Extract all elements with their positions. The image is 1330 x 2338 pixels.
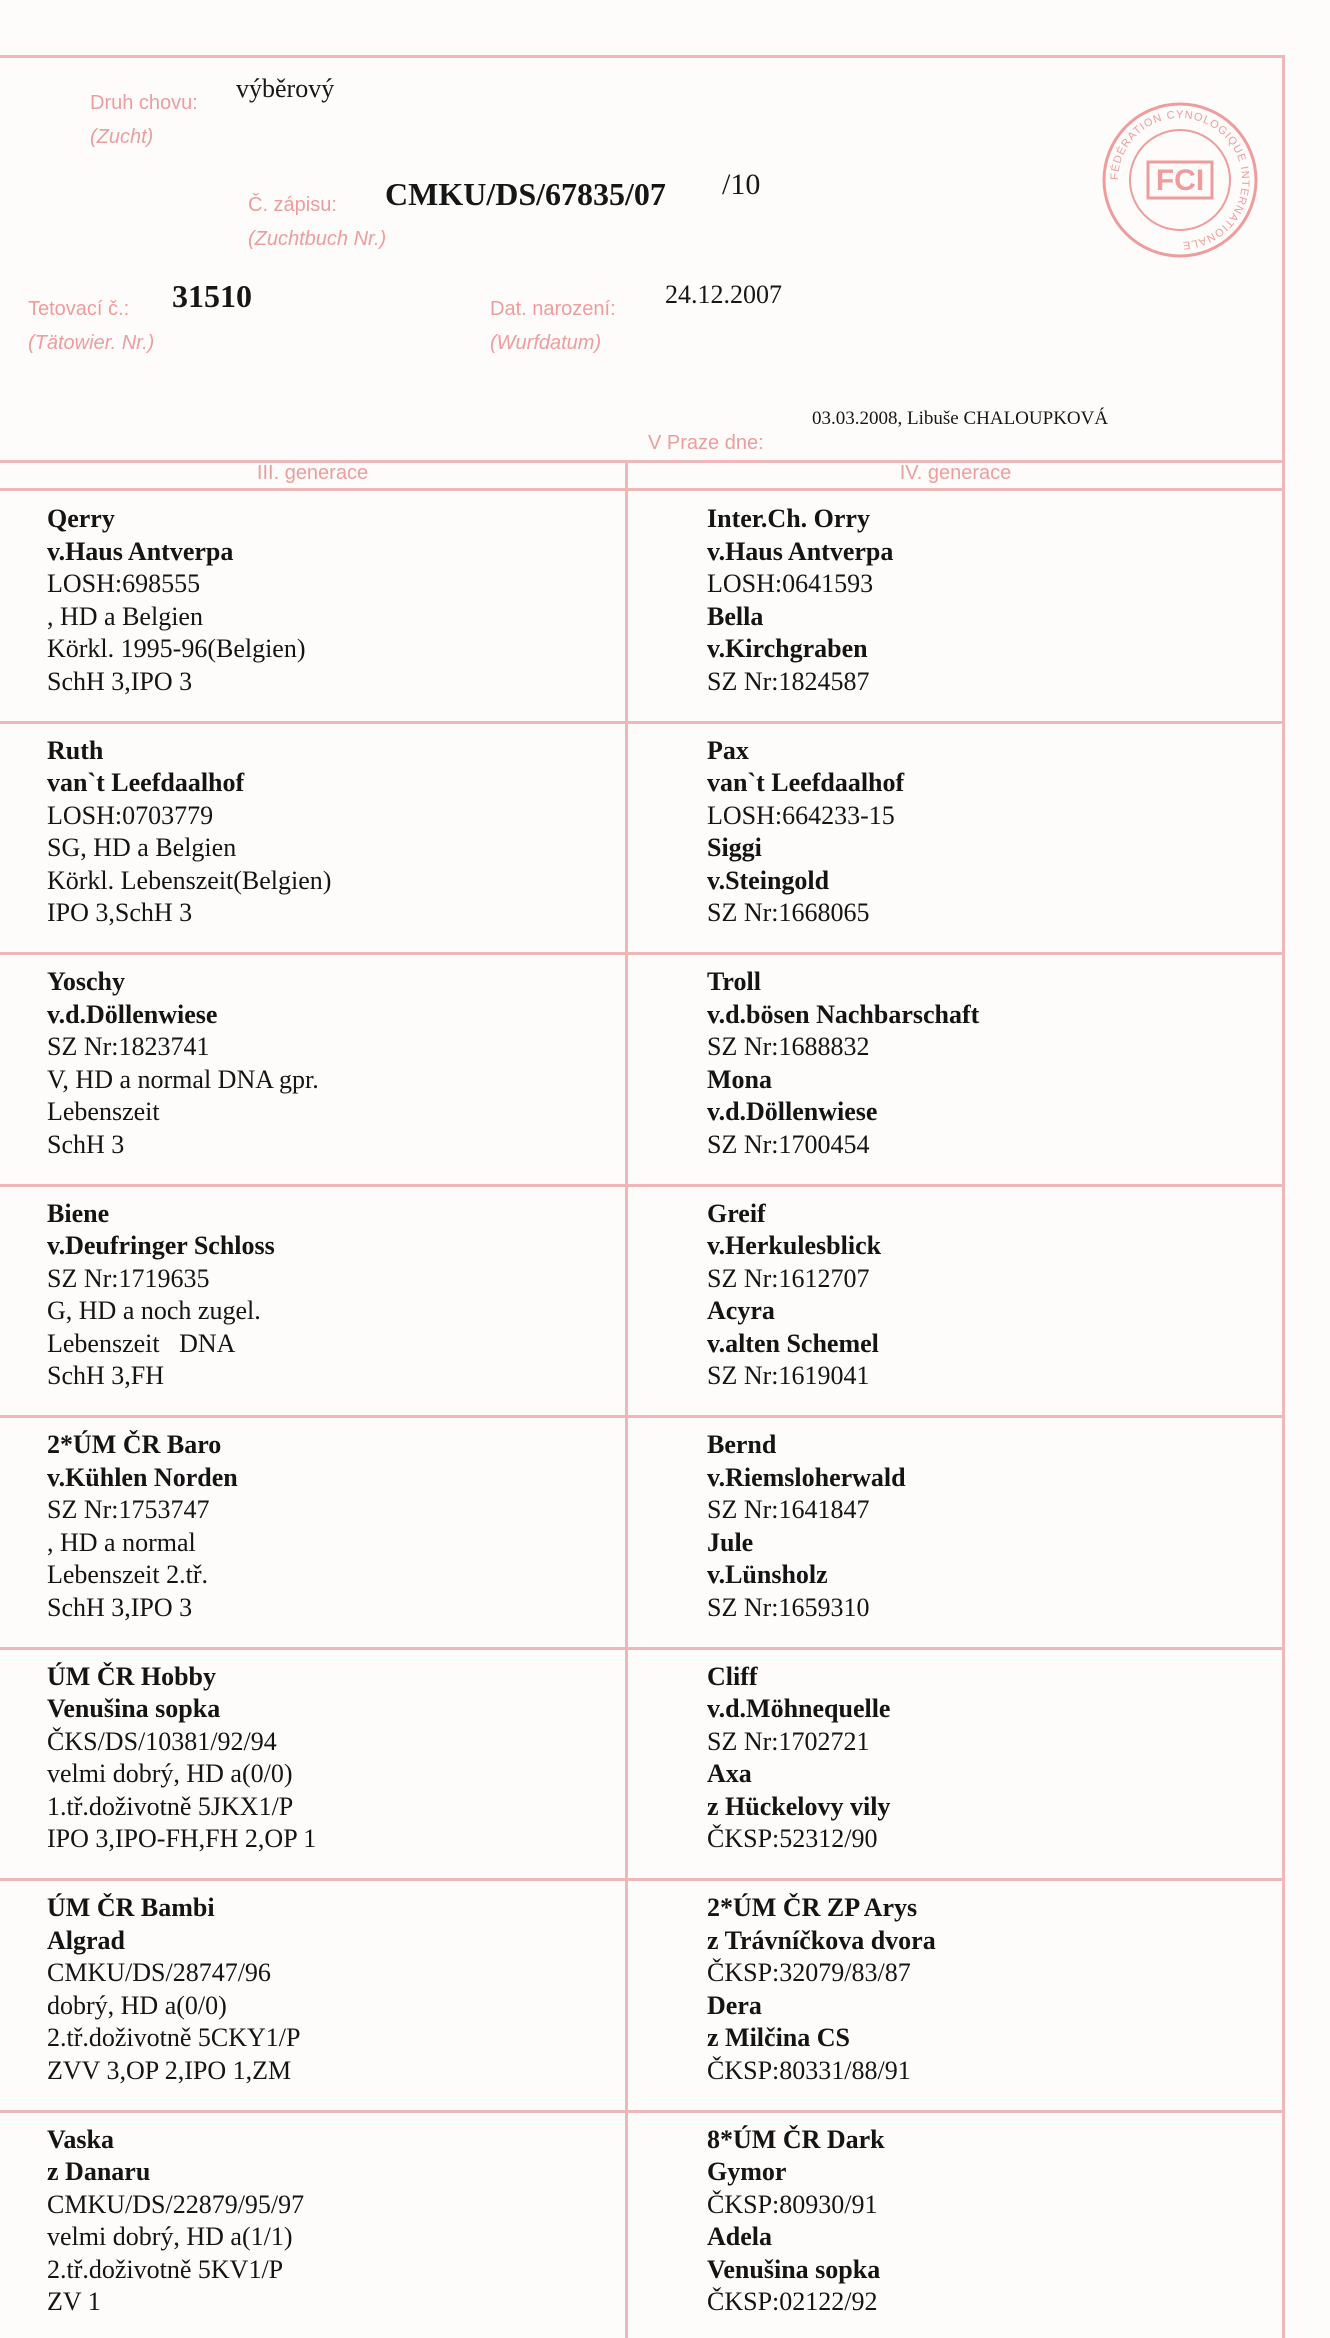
pedigree-line: dobrý, HD a(0/0) [47, 1990, 227, 2020]
pedigree-cell-right [707, 1429, 906, 1624]
pedigree-line: ČKSP:80331/88/91 [707, 2055, 911, 2085]
pedigree-cell-left [47, 503, 306, 698]
pedigree-cell-right [707, 1198, 881, 1393]
pedigree-line: van`t Leefdaalhof [707, 768, 905, 797]
pedigree-line: v.Herkulesblick [707, 1231, 882, 1260]
pedigree-line: Lebenszeit 2.tř. [47, 1560, 208, 1589]
pedigree-cell-right [707, 2124, 885, 2319]
pedigree-line: SchH 3 [47, 1129, 125, 1159]
pedigree-cell-left [47, 1892, 301, 2087]
pedigree-line: Cliff [707, 1661, 758, 1691]
row-divider [0, 1647, 1285, 1650]
pedigree-line: ČKSP:80930/91 [707, 2189, 878, 2219]
pedigree-cell-right [707, 1661, 890, 1856]
pedigree-line: V, HD a normal DNA gpr. [47, 1064, 319, 1094]
pedigree-line: Axa [707, 1759, 752, 1788]
pedigree-line: ÚM ČR Bambi [47, 1893, 215, 1922]
pedigree-line: Adela [707, 2222, 772, 2251]
pedigree-line: LOSH:698555 [47, 569, 201, 598]
pedigree-line: v.Lünsholz [707, 1560, 828, 1589]
pedigree-line: ZVV 3,OP 2,IPO 1,ZM [47, 2055, 292, 2085]
druh-label: Druh chovu: [90, 92, 198, 114]
pedigree-line: Vaska [47, 2124, 114, 2154]
druh-label-de: (Zucht) [90, 126, 154, 148]
pedigree-line: ČKSP:02122/92 [707, 2287, 878, 2316]
pedigree-line: Dera [707, 1990, 762, 2020]
pedigree-line: SZ Nr:1688832 [707, 1032, 870, 1061]
pedigree-cell-right [707, 1892, 936, 2087]
pedigree-line: ČKS/DS/10381/92/94 [47, 1726, 277, 1756]
pedigree-line: SZ Nr:1641847 [707, 1495, 870, 1524]
pedigree-line: SchH 3,IPO 3 [47, 1592, 193, 1622]
pedigree-line: v.d.Möhnequelle [707, 1694, 891, 1723]
pedigree-line: Bernd [707, 1430, 777, 1459]
druh-value: výběrový [236, 74, 335, 103]
row-divider [0, 2110, 1285, 2113]
pedigree-line: Qerry [47, 504, 115, 533]
pedigree-line: Jule [707, 1527, 754, 1557]
pedigree-line: Lebenszeit DNA [47, 1328, 236, 1358]
pedigree-line: LOSH:0703779 [47, 800, 214, 830]
table-subheader-line [0, 488, 1285, 491]
pedigree-line: Inter.Ch. Orry [707, 504, 870, 533]
pedigree-line: IPO 3,IPO-FH,FH 2,OP 1 [47, 1824, 317, 1853]
pedigree-line: Algrad [47, 1925, 125, 1955]
pedigree-line: Lebenszeit [47, 1097, 160, 1126]
pedigree-line: Körkl. Lebenszeit(Belgien) [47, 865, 332, 895]
pedigree-line: Bella [707, 601, 764, 631]
pedigree-line: ČKSP:32079/83/87 [707, 1958, 911, 1987]
row-divider [0, 952, 1285, 955]
pedigree-line: v.Haus Antverpa [47, 536, 234, 566]
zapis-label: Č. zápisu: [248, 194, 337, 216]
pedigree-line: LOSH:0641593 [707, 569, 874, 598]
frame-right-line [1282, 55, 1285, 2338]
pedigree-line: v.Riemsloherwald [707, 1462, 906, 1492]
pedigree-line: z Hückelovy vily [707, 1791, 891, 1821]
pedigree-line: v.Haus Antverpa [707, 536, 894, 566]
pedigree-line: Mona [707, 1064, 772, 1094]
pedigree-line: v.d.Döllenwiese [707, 1097, 878, 1126]
row-divider [0, 1184, 1285, 1187]
pedigree-line: SZ Nr:1823741 [47, 1032, 210, 1061]
zapis-suffix: /10 [722, 168, 761, 201]
pedigree-cell-left [47, 1198, 275, 1393]
pedigree-line: Pax [707, 735, 749, 765]
tetovaci-value: 31510 [172, 278, 252, 314]
pedigree-line: 2*ÚM ČR ZP Arys [707, 1893, 918, 1922]
pedigree-line: Venušina sopka [707, 2254, 881, 2284]
row-divider [0, 721, 1285, 724]
pedigree-line: v.alten Schemel [707, 1328, 879, 1358]
pedigree-line: Yoschy [47, 967, 126, 996]
pedigree-cell-right [707, 966, 979, 1161]
pedigree-line: z Milčina CS [707, 2023, 850, 2052]
pedigree-line: Troll [707, 967, 761, 996]
pedigree-line: 2*ÚM ČR Baro [47, 1430, 222, 1459]
frame-top-line [0, 55, 1285, 58]
pedigree-line: 2.tř.doživotně 5KV1/P [47, 2254, 284, 2284]
pedigree-line: SchH 3,IPO 3 [47, 666, 193, 696]
pedigree-line: z Trávníčkova dvora [707, 1925, 936, 1955]
column-header-right: IV. generace [899, 462, 1012, 484]
pedigree-line: ÚM ČR Hobby [47, 1661, 217, 1691]
row-divider [0, 1415, 1285, 1418]
pedigree-line: SZ Nr:1753747 [47, 1495, 210, 1524]
pedigree-cell-right [707, 503, 893, 698]
pedigree-line: SZ Nr:1619041 [707, 1361, 870, 1390]
pedigree-line: van`t Leefdaalhof [47, 768, 245, 797]
pedigree-line: Acyra [707, 1296, 775, 1325]
pedigree-line: velmi dobrý, HD a(1/1) [47, 2222, 293, 2251]
pedigree-line: LOSH:664233-15 [707, 800, 895, 830]
zapis-label-de: (Zuchtbuch Nr.) [248, 228, 387, 250]
narozeni-label: Dat. narození: [490, 298, 616, 320]
pedigree-cell-left [47, 2124, 304, 2319]
pedigree-line: G, HD a noch zugel. [47, 1296, 261, 1325]
pedigree-cell-left [47, 966, 319, 1161]
narozeni-value: 24.12.2007 [665, 280, 782, 309]
pedigree-line: SZ Nr:1702721 [707, 1726, 870, 1756]
pedigree-line: velmi dobrý, HD a(0/0) [47, 1759, 293, 1788]
pedigree-line: Gymor [707, 2157, 787, 2186]
fci-seal-icon [1100, 100, 1260, 260]
pedigree-line: , HD a normal [47, 1527, 196, 1557]
pedigree-line: ZV 1 [47, 2287, 101, 2316]
pedigree-line: SZ Nr:1824587 [707, 666, 870, 696]
praze-label: V Praze dne: [648, 432, 764, 454]
pedigree-line: IPO 3,SchH 3 [47, 898, 193, 927]
tetovaci-label: Tetovací č.: [28, 298, 130, 320]
praze-value: 03.03.2008, Libuše CHALOUPKOVÁ [812, 408, 1109, 429]
pedigree-line: , HD a Belgien [47, 601, 203, 631]
pedigree-line: v.d.bösen Nachbarschaft [707, 999, 980, 1029]
pedigree-line: v.Deufringer Schloss [47, 1231, 275, 1260]
pedigree-line: Körkl. 1995-96(Belgien) [47, 634, 306, 663]
pedigree-line: 1.tř.doživotně 5JKX1/P [47, 1791, 294, 1821]
pedigree-line: SG, HD a Belgien [47, 833, 237, 862]
pedigree-line: v.Steingold [707, 865, 830, 895]
pedigree-line: SZ Nr:1719635 [47, 1263, 210, 1293]
pedigree-line: SZ Nr:1668065 [707, 898, 870, 927]
pedigree-line: z Danaru [47, 2157, 151, 2186]
pedigree-line: SchH 3,FH [47, 1361, 165, 1390]
svg-text:FÉDÉRATION CYNOLOGIQUE INTERNA: FÉDÉRATION CYNOLOGIQUE INTERNATIONALE [1108, 108, 1252, 252]
pedigree-line: 2.tř.doživotně 5CKY1/P [47, 2023, 301, 2052]
pedigree-line: v.d.Döllenwiese [47, 999, 218, 1029]
pedigree-line: SZ Nr:1612707 [707, 1263, 870, 1293]
column-divider [625, 460, 628, 2338]
pedigree-line: Venušina sopka [47, 1694, 221, 1723]
svg-text:FCI: FCI [1155, 164, 1205, 197]
pedigree-line: Ruth [47, 735, 104, 765]
pedigree-line: CMKU/DS/22879/95/97 [47, 2189, 305, 2219]
pedigree-cell-right [707, 735, 904, 930]
pedigree-line: Siggi [707, 833, 762, 862]
tetovaci-label-de: (Tätowier. Nr.) [28, 332, 155, 354]
pedigree-line: v.Kirchgraben [707, 634, 868, 663]
pedigree-line: v.Kühlen Norden [47, 1462, 238, 1492]
pedigree-line: SZ Nr:1659310 [707, 1592, 870, 1622]
pedigree-line: Greif [707, 1198, 766, 1228]
zapis-value: CMKU/DS/67835/07 [385, 176, 666, 212]
narozeni-label-de: (Wurfdatum) [490, 332, 602, 354]
pedigree-cell-left [47, 1429, 238, 1624]
pedigree-line: SZ Nr:1700454 [707, 1129, 870, 1159]
pedigree-line: Biene [47, 1198, 110, 1228]
column-header-left: III. generace [256, 462, 369, 484]
pedigree-line: CMKU/DS/28747/96 [47, 1958, 271, 1987]
row-divider [0, 1878, 1285, 1881]
pedigree-cell-left [47, 735, 331, 930]
pedigree-line: 8*ÚM ČR Dark [707, 2124, 885, 2154]
pedigree-cell-left [47, 1661, 316, 1856]
pedigree-line: ČKSP:52312/90 [707, 1824, 878, 1853]
